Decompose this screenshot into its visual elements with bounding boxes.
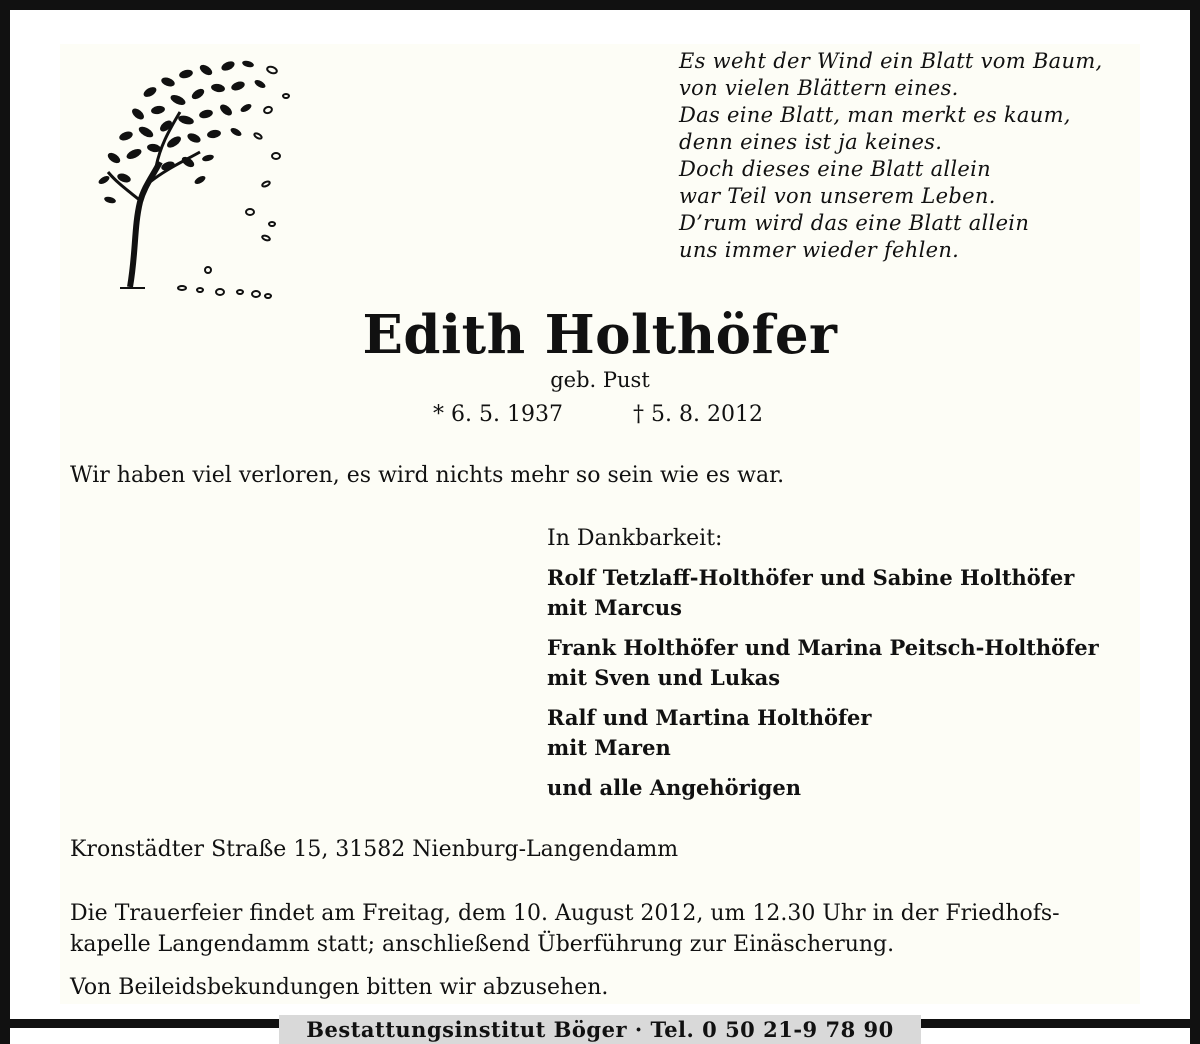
ceremony-info <box>70 898 1060 960</box>
poem-line: uns immer wieder fehlen. <box>679 238 960 262</box>
motto: Wir haben viel verloren, es wird nichts mehr so sein wie es war. <box>70 463 785 488</box>
mourner-line: mit Marcus <box>547 595 683 620</box>
funeral-home-footer: Bestattungsinstitut Böger · Tel. 0 50 21-9 78 90 <box>279 1015 921 1044</box>
poem-line: Das eine Blatt, man merkt es kaum, <box>679 103 1071 127</box>
mourner-line: mit Maren <box>547 735 671 760</box>
ceremony-line: Die Trauerfeier findet am Freitag, dem 10. August 2012, um 12.30 Uhr in der Friedhofs- <box>70 901 1060 926</box>
poem-line: D’rum wird das eine Blatt allein <box>679 211 1030 235</box>
mourner-line: Ralf und Martina Holthöfer <box>547 705 872 730</box>
deceased-name: Edith Holthöfer <box>362 304 838 366</box>
address: Kronstädter Straße 15, 31582 Nienburg-Langendamm <box>70 837 679 862</box>
mourners-list <box>547 563 1099 803</box>
poem-line: Es weht der Wind ein Blatt vom Baum, <box>679 49 1103 73</box>
death-date: † 5. 8. 2012 <box>633 402 763 427</box>
ceremony-line: kapelle Langendamm statt; anschließend Überführung zur Einäscherung. <box>70 932 895 957</box>
thanks-label: In Dankbarkeit: <box>547 526 723 551</box>
mourner-line: Frank Holthöfer und Marina Peitsch-Holthöfer <box>547 635 1099 660</box>
maiden-name: geb. Pust <box>550 368 650 392</box>
mourner-line: und alle Angehörigen <box>547 775 801 800</box>
poem-line: war Teil von unserem Leben. <box>679 184 996 208</box>
windblown-tree-illustration <box>90 52 290 302</box>
poem-line: von vielen Blättern eines. <box>679 76 959 100</box>
poem-line: denn eines ist ja keines. <box>679 130 943 154</box>
birth-date: * 6. 5. 1937 <box>433 402 563 427</box>
mourner-line: mit Sven und Lukas <box>547 665 781 690</box>
poem-line: Doch dieses eine Blatt allein <box>679 157 991 181</box>
mourner-line: Rolf Tetzlaff-Holthöfer und Sabine Holthöfer <box>547 565 1075 590</box>
closing-note: Von Beileidsbekundungen bitten wir abzusehen. <box>70 975 609 1000</box>
poem <box>679 48 1103 264</box>
